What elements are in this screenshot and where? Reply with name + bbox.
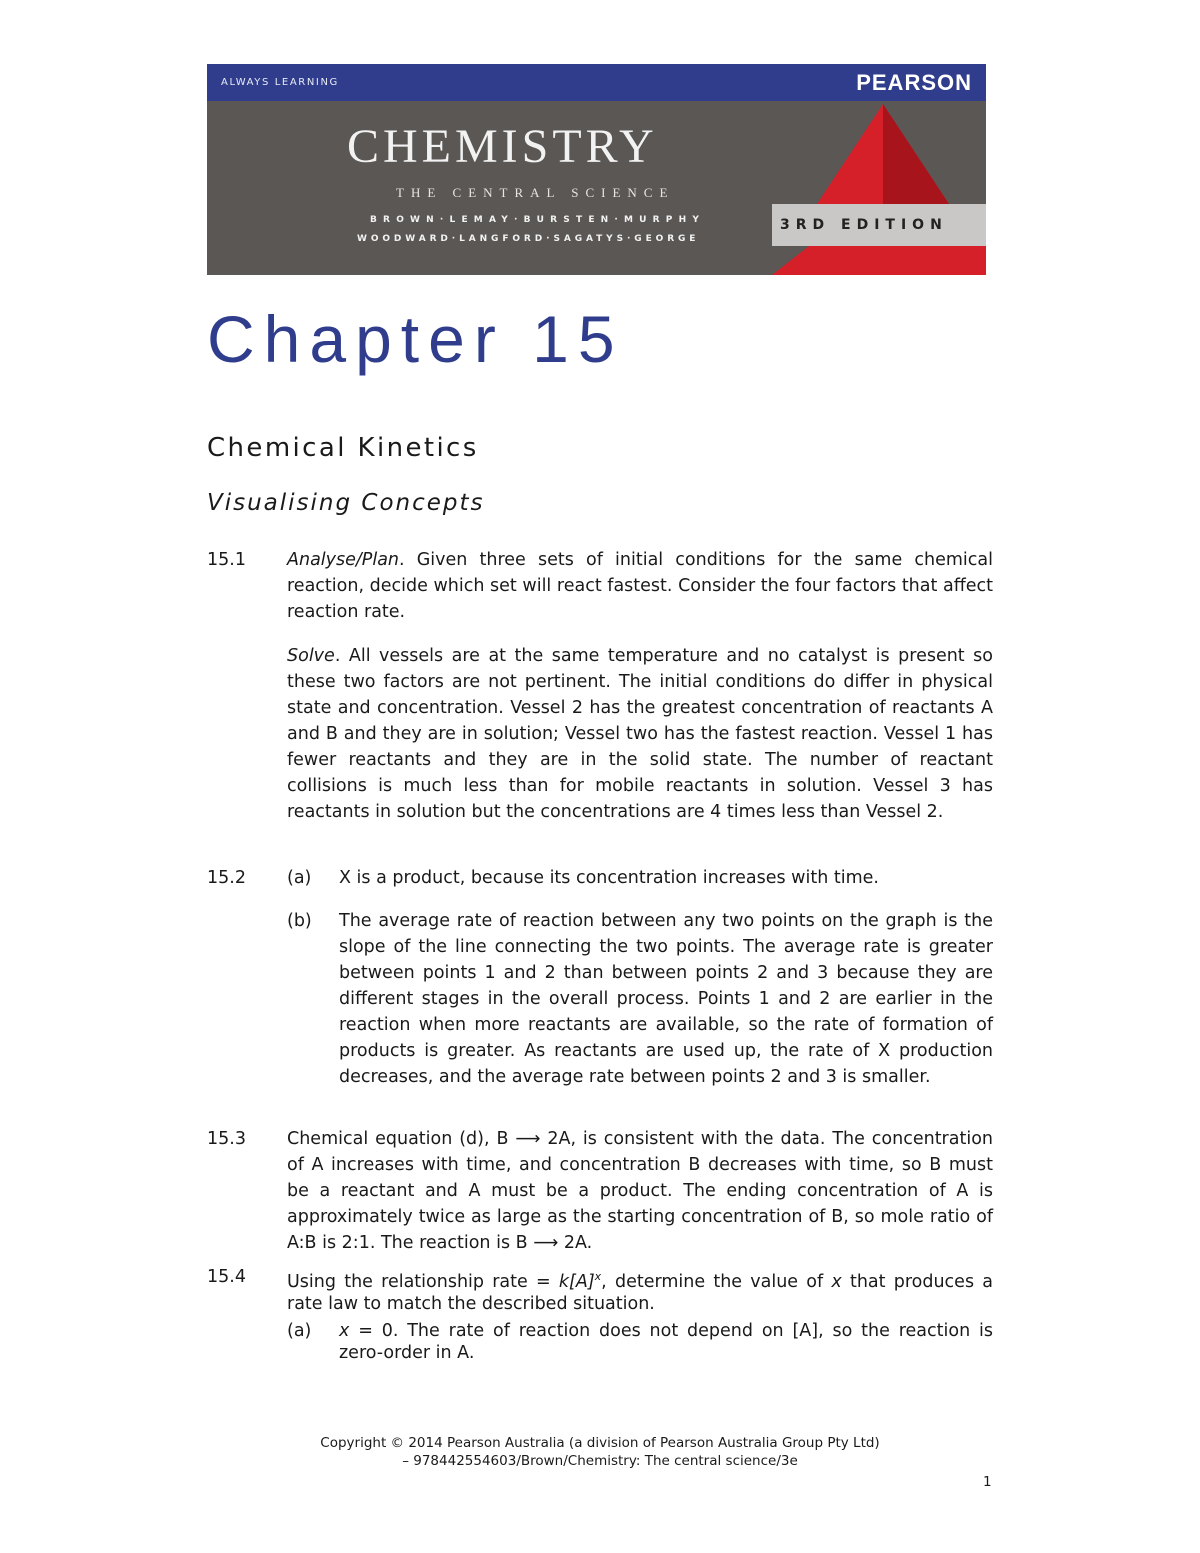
intro-text: , determine the value of [601,1271,832,1292]
chapter-title: Chapter 15 [207,302,624,376]
section-title: Chemical Kinetics [207,433,479,463]
part-label: (b) [287,911,312,931]
rate-law-formula: k[A] [558,1271,595,1292]
solve-label: Solve [287,646,335,666]
answer-solve-paragraph [287,643,993,825]
variable: x [831,1271,842,1292]
question-number: 15.3 [207,1129,246,1149]
book-subtitle: THE CENTRAL SCIENCE [396,185,675,200]
book-authors-line2: WOODWARD·LANGFORD·SAGATYS·GEORGE [357,234,700,244]
rate-law-exponent: x [594,1270,602,1283]
answer-paragraph [287,1266,993,1315]
publisher-logo: PEARSON [856,70,972,95]
book-authors-line1: BROWN·LEMAY·BURSTEN·MURPHY [370,215,706,225]
solve-text: . All vessels are at the same temperature and no catalyst is present so these two factors are not pertinent. The initial conditions do differ in physical state and concentration. Vessel 2 has the greatest concentration of reactants A and B and they are in solution; Vessel two has the fastest reaction. Vessel 1 has fewer reactants and they are in the solid state. The number of reactant collisions is much less than for mobile reactants in solution. Vessel 3 has reactants in solution but the concentrations are 4 times less than Vessel 2. [287,646,993,822]
banner-tagline: ALWAYS LEARNING [221,77,339,88]
answer-part-text [339,1320,993,1364]
plan-text: . Given three sets of initial conditions for the same chemical reaction, decide which set will react fastest. Consider the four factors that affect reaction rate. [287,550,993,622]
answer-plan-paragraph [287,547,993,625]
variable: x [339,1321,350,1341]
part-label: (a) [287,1321,312,1341]
copyright-line: Copyright © 2014 Pearson Australia (a division of Pearson Australia Group Pty Ltd) [320,1435,880,1451]
book-edition: 3RD EDITION [780,217,948,233]
book-title: CHEMISTRY [347,120,658,173]
answer-part-text: X is a product, because its concentration increases with time. [339,868,879,888]
answer-part-text: The average rate of reaction between any two points on the graph is the slope of the line connecting the two points. The average rate is greater between points 1 and 2 than between points 2 and 3 because they are different stages in the overall process. Points 1 and 2 are earlier in the reaction when more reactants are available, so the rate of formation of products is greater. As reactants are used up, the rate of X production decreases, and the average rate between points 2 and 3 is smaller. [339,911,993,1087]
part-label: (a) [287,868,312,888]
page-number: 1 [983,1474,992,1490]
answer-paragraph: Chemical equation (d), B ⟶ 2A, is consistent with the data. The concentration of A increases with time, and concentration B decreases with time, so B must be a reactant and A must be a product. The ending concentration of A is approximately twice as large as the starting concentration of B, so mole ratio of A:B is 2:1. The reaction is B ⟶ 2A. [287,1129,993,1253]
question-number: 15.4 [207,1267,246,1287]
intro-text: that produces a rate law to match the described situation. [287,1271,994,1314]
question-number: 15.1 [207,550,246,570]
subsection-title: Visualising Concepts [207,490,485,516]
question-number: 15.2 [207,868,246,888]
isbn-line: – 9784425546​03/Brown/Chemistry: The central science/3e [402,1453,798,1469]
intro-text: Using the relationship rate = [287,1271,559,1292]
part-text: = 0. The rate of reaction does not depend on [A], so the reaction is zero-order in A. [339,1321,993,1363]
plan-label: Analyse/Plan [287,550,400,570]
book-cover-banner [207,64,986,275]
